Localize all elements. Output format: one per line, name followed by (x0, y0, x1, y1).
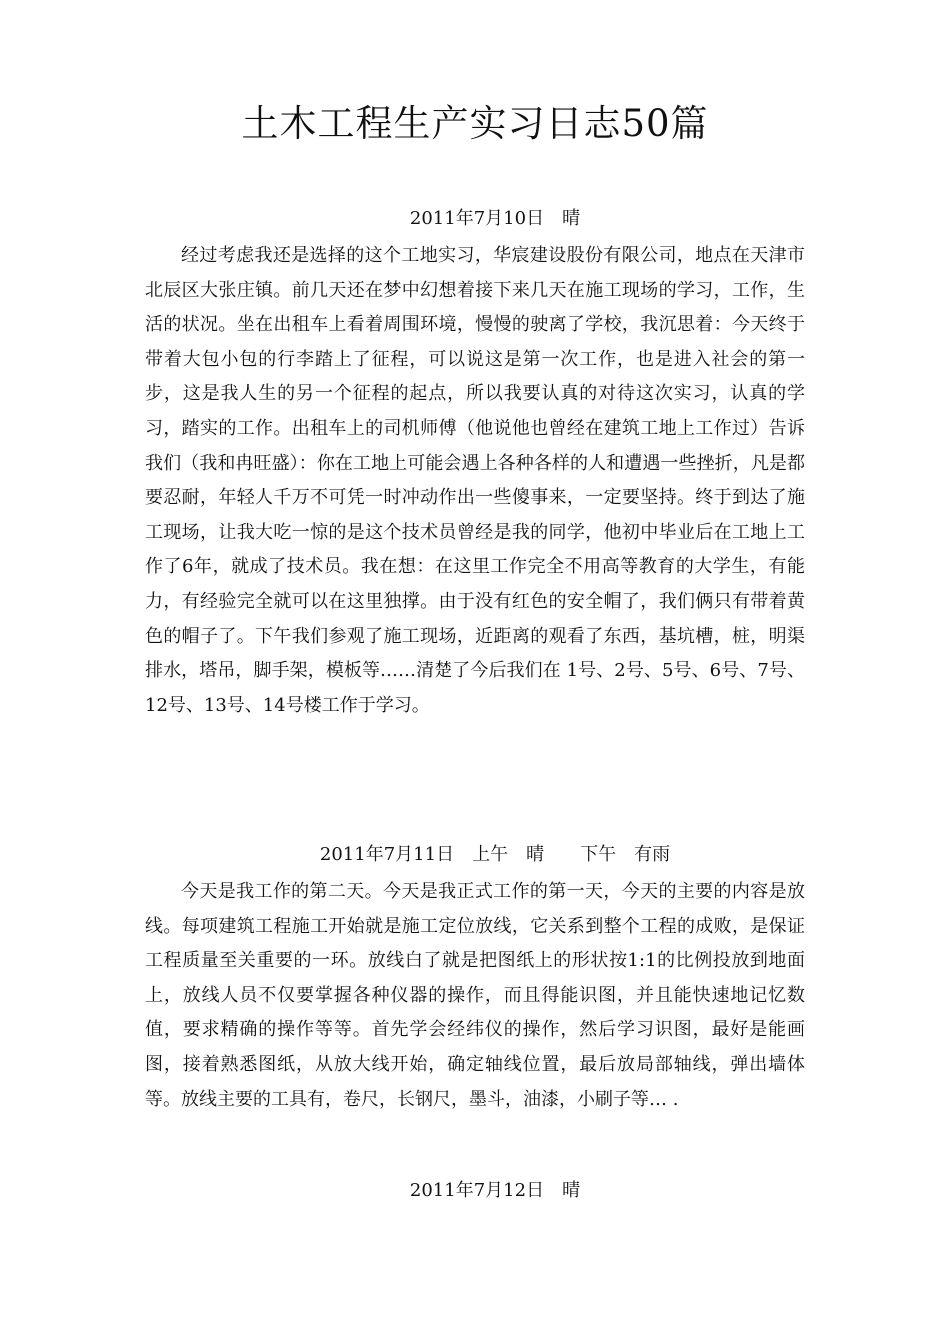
entry-body: 经过考虑我还是选择的这个工地实习，华宸建设股份有限公司，地点在天津市北辰区大张庄镇。前几天还在梦中幻想着接下来几天在施工现场的学习，工作，生活的状况。坐在出租车上看着周围环境，慢慢的驶离了学校，我沉思着：今天终于带着大包小包的行李踏上了征程，可以说这是第一次工作，也是进入社会的第一步，这是我人生的另一个征程的起点，所以我要认真的对待这次实习，认真的学习，踏实的工作。出租车上的司机师傅（他说他也曾经在建筑工地上工作过）告诉我们（我和冉旺盛）：你在工地上可能会遇上各种各样的人和遭遇一些挫折，凡是都要忍耐，年轻人千万不可凭一时冲动作出一些傻事来，一定要坚持。终于到达了施工现场，让我大吃一惊的是这个技术员曾经是我的同学，他初中毕业后在工地上工作了6年，就成了技术员。我在想：在这里工作完全不用高等教育的大学生，有能力，有经验完全就可以在这里独撑。由于没有红色的安全帽了，我们俩只有带着黄色的帽子了。下午我们参观了施工现场，近距离的观看了东西，基坑槽，桩，明渠排水，塔吊，脚手架，模板等……清楚了今后我们在 1号、2号、5号、6号、7号、12号、13号、14号楼工作于学习。 (145, 245, 805, 716)
entry-date: 2011年7月12日 晴 (409, 1180, 581, 1201)
entry-body: 今天是我工作的第二天。今天是我正式工作的第一天，今天的主要的内容是放线。每项建筑工程施工开始就是施工定位放线，它关系到整个工程的成败，是保证工程质量至关重要的一环。放线白了就是把图纸上的形状按1:1的比例投放到地面上，放线人员不仅要掌握各种仪器的操作，而且得能识图，并且能快速地记忆数值，要求精确的操作等等。首先学会经纬仪的操作，然后学习识图，最好是能画图，接着熟悉图纸，从放大线开始，确定轴线位置，最后放局部轴线，弹出墙体等。放线主要的工具有，卷尺，长钢尺，墨斗，油漆，小刷子等… . (145, 881, 805, 1110)
entry-date: 2011年7月10日 晴 (409, 208, 581, 229)
entry-date: 2011年7月11日 上午 晴 下午 有雨 (319, 844, 671, 865)
document-title: 土木工程生产实习日志50篇 (241, 102, 709, 145)
